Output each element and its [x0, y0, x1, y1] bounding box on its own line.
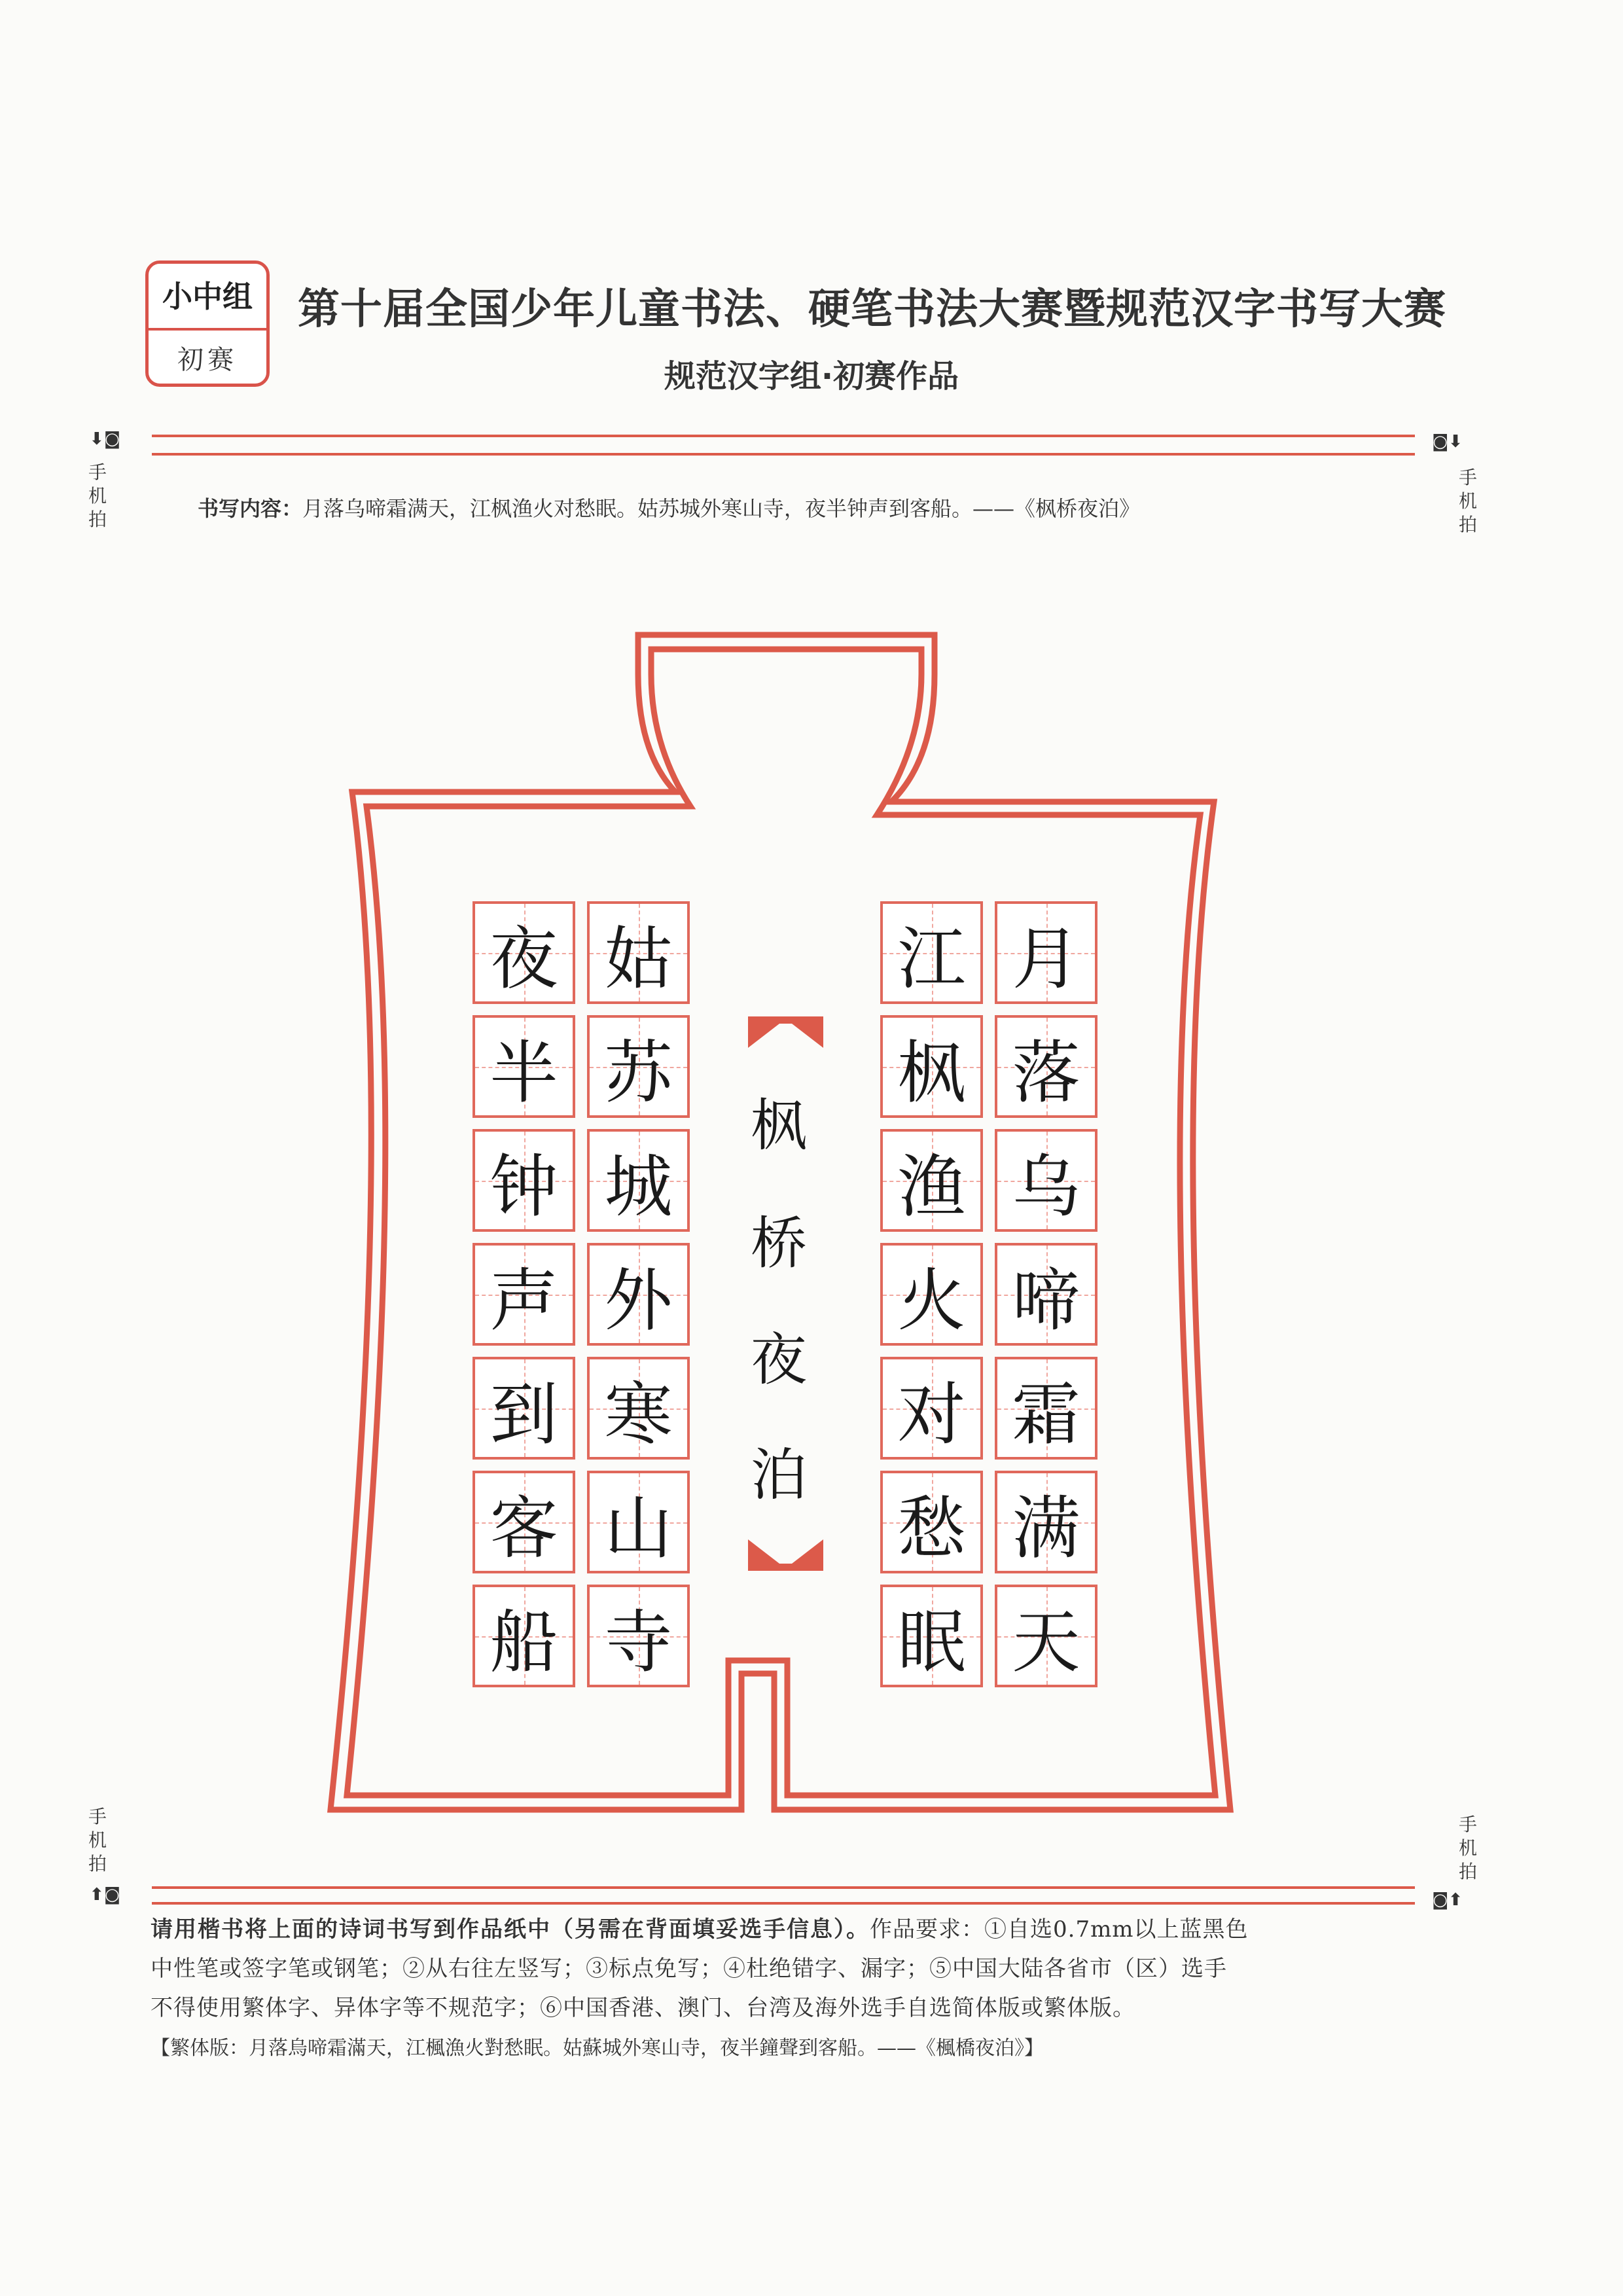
title-bracket-top [748, 1016, 823, 1049]
group-label: 小中组 [162, 279, 253, 314]
grid-cell [880, 1015, 983, 1118]
poem-char: 城 [604, 1146, 673, 1227]
poem-char: 落 [1012, 1032, 1080, 1113]
photo-label-bottom-right: 手机拍 [1458, 1814, 1477, 1882]
poem-char: 声 [490, 1260, 558, 1340]
grid-cell [473, 1243, 575, 1346]
title-bracket-bottom [748, 1538, 823, 1571]
grid-cell [995, 1585, 1097, 1687]
grid-cell [880, 1129, 983, 1232]
poem-char: 枫 [897, 1032, 966, 1113]
poem-char: 夜 [490, 918, 558, 999]
traditional-version: 【繁体版：月落烏啼霜滿天，江楓漁火對愁眠。姑蘇城外寒山寺，夜半鐘聲到客船。——《楓橋夜泊》】 [151, 2037, 1044, 2060]
grid-cell [880, 1585, 983, 1687]
grid-cell [995, 1357, 1097, 1460]
poem-char: 天 [1012, 1602, 1080, 1682]
poem-title-char: 夜 [751, 1327, 807, 1393]
poem-char: 江 [897, 918, 966, 999]
page-subtitle: 规范汉字组·初赛作品 [664, 358, 959, 395]
grid-cell [995, 1243, 1097, 1346]
poem-char: 火 [897, 1260, 966, 1340]
grid-cell [587, 1471, 690, 1573]
grid-cell [995, 901, 1097, 1004]
poem-char: 愁 [897, 1488, 966, 1568]
requirements-instruction: 请用楷书将上面的诗词书写到作品纸中（另需在背面填妥选手信息）。 [151, 1916, 870, 1943]
poem-title-char: 枫 [751, 1093, 807, 1158]
poem-char: 霜 [1012, 1374, 1080, 1454]
requirements-line-1 [151, 1910, 1459, 1949]
grid-cell [587, 1357, 690, 1460]
grid-cell [587, 901, 690, 1004]
photo-label-top-right: 手机拍 [1458, 467, 1477, 535]
requirements-line-3: 不得使用繁体字、异体字等不规范字；⑥中国香港、澳门、台湾及海外选手自选简体版或繁体版。 [151, 1995, 1135, 2021]
round-label: 初赛 [177, 345, 238, 375]
grid-cell [473, 1129, 575, 1232]
grid-cell [995, 1015, 1097, 1118]
bottom-rule-2 [152, 1902, 1415, 1905]
requirements-line-2: 中性笔或签字笔或钢笔；②从右往左竖写；③标点免写；④杜绝错字、漏字；⑤中国大陆各省市（区）选手 [151, 1956, 1227, 1982]
grid-cell [880, 1357, 983, 1460]
poem-char: 寒 [604, 1374, 673, 1454]
poem-char: 满 [1012, 1488, 1080, 1568]
poem-char: 客 [490, 1488, 558, 1568]
grid-cell [880, 1243, 983, 1346]
photo-mark-bottom-right-icon: ◙⬆ [1432, 1890, 1463, 1910]
grid-cell [473, 1585, 575, 1687]
poem-title-char: 泊 [751, 1443, 807, 1508]
photo-mark-bottom-left-icon: ⬆◙ [90, 1885, 121, 1905]
requirements-rule-start: 作品要求：①自选0.7mm以上蓝黑色 [870, 1916, 1249, 1943]
requirements [151, 1910, 1459, 2028]
grid-cell [995, 1129, 1097, 1232]
poem-char: 啼 [1012, 1260, 1080, 1340]
grid-cell [880, 1471, 983, 1573]
poem-char: 乌 [1012, 1146, 1080, 1227]
poem-char: 船 [490, 1602, 558, 1682]
photo-mark-top-left-icon: ⬇◙ [90, 429, 121, 449]
poem-char: 外 [604, 1260, 673, 1340]
poem-char: 渔 [897, 1146, 966, 1227]
writing-content-text: 月落乌啼霜满天，江枫渔火对愁眠。姑苏城外寒山寺，夜半钟声到客船。——《枫桥夜泊》 [302, 496, 1141, 521]
grid-cell [587, 1129, 690, 1232]
grid-cell [880, 901, 983, 1004]
writing-content-label: 书写内容： [198, 496, 303, 521]
poem-char: 寺 [604, 1602, 673, 1682]
poem-char: 对 [897, 1374, 966, 1454]
grid-cell [587, 1585, 690, 1687]
poem-char: 到 [490, 1374, 558, 1454]
poem-char: 苏 [604, 1032, 673, 1113]
poem-char: 钟 [490, 1146, 558, 1227]
poem-char: 姑 [604, 918, 673, 999]
grid-cell [473, 901, 575, 1004]
grid-cell [995, 1471, 1097, 1573]
grid-cell [587, 1243, 690, 1346]
grid-cell [587, 1015, 690, 1118]
poem-char: 月 [1012, 918, 1080, 999]
grid-cell [473, 1015, 575, 1118]
photo-label-top-left: 手机拍 [88, 461, 107, 530]
photo-mark-top-right-icon: ◙⬇ [1432, 432, 1463, 452]
poem-char: 半 [490, 1032, 558, 1113]
grid-cell [473, 1357, 575, 1460]
photo-label-bottom-left: 手机拍 [88, 1806, 107, 1874]
poem-char: 山 [604, 1488, 673, 1568]
poem-char: 眠 [897, 1602, 966, 1682]
bottom-rule-1 [152, 1886, 1415, 1889]
grid-cell [473, 1471, 575, 1573]
poem-title-char: 桥 [751, 1211, 807, 1276]
page-title: 第十届全国少年儿童书法、硬笔书法大赛暨规范汉字书写大赛 [298, 285, 1446, 334]
